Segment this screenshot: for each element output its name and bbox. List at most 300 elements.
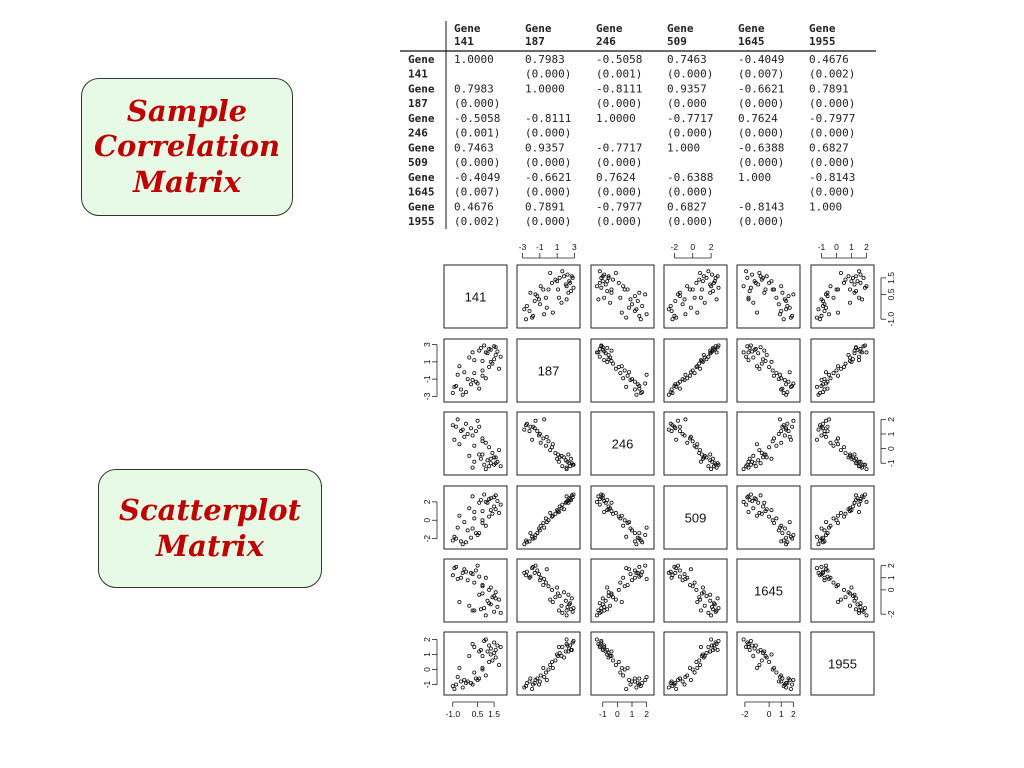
correlation-value: -0.8143 — [738, 200, 785, 214]
scatter-point — [561, 645, 564, 648]
p-value: (0.000) — [525, 67, 572, 81]
scatter-point — [788, 521, 791, 524]
scatter-point — [468, 356, 471, 359]
scatter-point — [614, 271, 617, 274]
scatter-point — [768, 515, 771, 518]
scatter-point — [780, 309, 783, 312]
scatter-point — [770, 509, 773, 512]
scatter-point — [752, 654, 755, 657]
p-value: (0.002) — [454, 215, 501, 228]
scatter-point — [458, 365, 461, 368]
scatter-point — [638, 677, 641, 680]
scatter-point — [529, 532, 532, 535]
scatter-point — [763, 501, 766, 504]
scatter-point — [458, 666, 461, 669]
scatter-point — [742, 468, 745, 471]
scatter-point — [623, 668, 626, 671]
scatter-point — [778, 418, 781, 421]
scatter-point — [786, 304, 789, 307]
scatter-point — [455, 683, 458, 686]
correlation-value: 0.4676 — [454, 200, 494, 214]
correlation-value: -0.5058 — [596, 53, 643, 66]
scatter-point — [696, 600, 699, 603]
scatter-point — [701, 280, 704, 283]
scatter-point — [839, 511, 842, 514]
scatter-point — [459, 388, 462, 391]
scatter-point — [678, 387, 681, 390]
p-value: (0.000) — [596, 185, 643, 199]
tick-label: 0.5 — [886, 288, 896, 301]
scatter-point — [780, 285, 783, 288]
scatter-point — [610, 288, 613, 291]
scatter-point — [775, 296, 778, 299]
scatter-point — [763, 349, 766, 352]
tick-label: 1.5 — [488, 709, 501, 719]
scatter-point — [710, 638, 713, 641]
correlation-value: -0.8111 — [596, 82, 643, 96]
scatter-point — [678, 430, 681, 433]
scatter-point — [542, 666, 545, 669]
scatter-point — [562, 275, 565, 278]
p-value: (0.000) — [809, 185, 856, 199]
scatter-point — [567, 593, 570, 596]
callout-line: Sample — [126, 93, 248, 128]
scatter-point — [792, 419, 795, 422]
scatter-point — [671, 318, 674, 321]
tick-label: 1.5 — [886, 271, 896, 284]
scatter-point — [641, 570, 644, 573]
scatter-point — [478, 575, 481, 578]
scatter-point — [600, 286, 603, 289]
scatter-point — [865, 614, 868, 617]
scatter-point — [606, 586, 609, 589]
scatter-point — [598, 281, 601, 284]
correlation-value: -0.6388 — [667, 171, 714, 184]
scatter-point — [644, 382, 647, 385]
scatter-point — [491, 659, 494, 662]
scatter-point — [488, 365, 491, 368]
scatter-point — [759, 346, 762, 349]
scatter-point — [707, 355, 710, 358]
tick-label: -1 — [817, 242, 826, 252]
scatter-point — [824, 371, 827, 374]
scatter-point — [823, 529, 826, 532]
scatter-point — [844, 278, 847, 281]
scatter-point — [707, 465, 710, 468]
scatter-point — [742, 638, 745, 641]
scatter-point — [854, 275, 857, 278]
correlation-value: -0.6388 — [738, 141, 785, 155]
scatter-point — [835, 369, 838, 372]
scatter-point — [686, 377, 689, 380]
scatter-point — [557, 460, 560, 463]
p-value: (0.001) — [454, 126, 501, 140]
scatter-point — [614, 367, 617, 370]
scatter-point — [471, 495, 474, 498]
scatter-point — [471, 378, 474, 381]
scatter-point — [832, 444, 835, 447]
panel-frame — [444, 412, 507, 475]
scatter-point — [820, 314, 823, 317]
correlation-value: 1.000 — [809, 200, 843, 214]
scatter-point — [468, 454, 471, 457]
scatter-point — [538, 303, 541, 306]
scatter-point — [484, 468, 487, 471]
scatter-point — [473, 517, 476, 520]
scatter-point — [549, 598, 552, 601]
scatter-point — [458, 443, 461, 446]
scatter-point — [775, 517, 778, 520]
scatter-point — [786, 422, 789, 425]
correlation-value: 1.000 — [738, 171, 772, 184]
scatter-point — [604, 283, 607, 286]
scatter-point — [749, 286, 752, 289]
scatter-point — [745, 355, 748, 358]
scatter-point — [824, 521, 827, 524]
scatter-point — [693, 296, 696, 299]
scatter-point — [567, 453, 570, 456]
p-value: (0.000) — [667, 215, 714, 228]
scatter-point — [528, 309, 531, 312]
scatter-point — [847, 275, 850, 278]
scatter-point — [761, 505, 764, 508]
scatter-point — [456, 418, 459, 421]
scatter-point — [463, 521, 466, 524]
scatter-point — [844, 512, 847, 515]
scatter-point — [842, 446, 845, 449]
scatter-point — [836, 365, 839, 368]
scatter-point — [752, 507, 755, 510]
scatter-point — [746, 276, 749, 279]
scatter-point — [778, 373, 781, 376]
diagonal-variable-label: 141 — [464, 289, 487, 305]
scatter-point — [478, 501, 481, 504]
correlation-value: 0.7624 — [596, 171, 636, 184]
scatter-point — [603, 510, 606, 513]
scatter-point — [765, 353, 768, 356]
tick-label: 2 — [886, 417, 896, 422]
panel-frame — [591, 339, 654, 402]
scatter-point — [857, 270, 860, 273]
scatter-point — [609, 604, 612, 607]
scatter-point — [693, 581, 696, 584]
tick-label: 2 — [422, 499, 432, 505]
p-value: (0.000) — [738, 215, 785, 228]
scatter-point — [683, 573, 686, 576]
p-value: (0.007) — [738, 67, 785, 81]
tick-label: -2 — [422, 534, 432, 543]
scatter-point — [759, 494, 762, 497]
tick-label: -2 — [886, 610, 896, 618]
row-header-word: Gene — [408, 141, 435, 155]
row-header-gene: 1955 — [408, 215, 435, 228]
scatter-point — [792, 678, 795, 681]
scatter-point — [836, 311, 839, 314]
scatter-point — [710, 468, 713, 471]
p-value: (0.000) — [525, 215, 572, 228]
scatter-point — [678, 569, 681, 572]
scatter-point — [827, 418, 830, 421]
scatter-point — [778, 313, 781, 316]
scatter-point — [499, 611, 502, 614]
scatter-point — [536, 569, 539, 572]
panel-frame — [737, 265, 800, 328]
scatter-point — [496, 350, 499, 353]
scatter-point — [561, 465, 564, 468]
scatter-point — [686, 285, 689, 288]
scatter-point — [644, 533, 647, 536]
scatter-point — [865, 351, 868, 354]
callout-line: Correlation — [93, 129, 281, 164]
panel-frame — [444, 339, 507, 402]
p-value: (0.007) — [454, 185, 501, 199]
correlation-value: 0.6827 — [667, 200, 707, 214]
p-value: (0.002) — [809, 67, 856, 81]
scatter-point — [829, 377, 832, 380]
scatter-point — [787, 380, 790, 383]
scatter-point — [538, 680, 541, 683]
scatter-point — [491, 451, 494, 454]
scatter-point — [775, 372, 778, 375]
p-value: (0.000) — [809, 126, 856, 140]
scatter-point — [742, 351, 745, 354]
scatter-point — [489, 457, 492, 460]
scatter-point — [466, 432, 469, 435]
scatter-point — [821, 391, 824, 394]
scatter-point — [488, 446, 491, 449]
scatter-point — [862, 276, 865, 279]
scatter-point — [494, 648, 497, 651]
scatter-point — [565, 495, 568, 498]
p-value: (0.000 — [667, 97, 707, 110]
scatter-point — [832, 581, 835, 584]
scatter-point — [595, 614, 598, 617]
scatter-point — [683, 298, 686, 301]
scatter-point — [707, 270, 710, 273]
tick-label: 3 — [572, 242, 577, 252]
scatter-point — [815, 438, 818, 441]
scatter-point — [572, 286, 575, 289]
scatter-point — [471, 466, 474, 469]
scatter-point — [700, 288, 703, 291]
scatter-point — [863, 607, 866, 610]
scatter-point — [489, 653, 492, 656]
scatter-point — [620, 600, 623, 603]
scatter-point — [820, 527, 823, 530]
tick-label: 1 — [886, 575, 896, 581]
scatter-point — [494, 591, 497, 594]
scatter-point — [691, 585, 694, 588]
scatter-point — [859, 602, 862, 605]
scatter-point — [484, 614, 487, 617]
scatter-point — [781, 532, 784, 535]
scatter-point — [815, 316, 818, 319]
scatter-point — [496, 499, 499, 502]
scatter-point — [758, 663, 761, 666]
scatter-point — [715, 351, 718, 354]
tick-label: -2 — [670, 242, 679, 252]
p-value: (0.000) — [738, 126, 785, 140]
scatter-point — [471, 527, 474, 530]
scatter-point — [604, 599, 607, 602]
scatter-point — [645, 526, 648, 529]
scatter-point — [543, 313, 546, 316]
tick-label: -1 — [422, 680, 432, 689]
scatter-point — [466, 378, 469, 381]
diagonal-variable-label: 246 — [611, 436, 634, 452]
row-header-gene: 141 — [408, 67, 428, 81]
p-value: (0.000) — [809, 156, 856, 169]
scatter-point — [787, 532, 790, 535]
scatter-point — [716, 648, 719, 651]
correlation-value: 0.7624 — [738, 112, 778, 125]
tick-label: 3 — [422, 342, 432, 347]
scatter-point — [689, 678, 692, 681]
scatter-point — [549, 663, 552, 666]
scatter-point — [547, 440, 550, 443]
scatter-point — [695, 281, 698, 284]
scatter-point — [691, 440, 694, 443]
scatter-point — [791, 683, 794, 686]
scatter-point — [821, 422, 824, 425]
scatter-point — [598, 602, 601, 605]
scatter-point — [459, 680, 462, 683]
scatter-point — [865, 468, 868, 471]
scatter-point — [473, 359, 476, 362]
panel-frame — [444, 632, 507, 695]
scatter-point — [499, 355, 502, 358]
scatter-point — [497, 367, 500, 370]
correlation-value: 0.7891 — [809, 82, 849, 96]
p-value: (0.000) — [596, 156, 643, 169]
tick-label: 0 — [422, 517, 432, 523]
scatter-point — [770, 653, 773, 656]
column-header-gene: 141 — [454, 35, 474, 48]
scatter-point — [698, 659, 701, 662]
scatter-point — [638, 291, 641, 294]
scatter-point — [603, 296, 606, 299]
scatter-point — [547, 288, 550, 291]
row-header-word: Gene — [408, 53, 435, 66]
scatter-point — [865, 500, 868, 503]
scatter-point — [710, 614, 713, 617]
correlation-value: 0.9357 — [667, 82, 707, 96]
scatter-point — [565, 609, 568, 612]
scatter-point — [601, 597, 604, 600]
scatter-point — [473, 581, 476, 584]
scatter-point — [698, 278, 701, 281]
scatter-point — [707, 645, 710, 648]
tick-label: 2 — [790, 709, 796, 719]
panel-frame — [517, 632, 580, 695]
scatter-point — [625, 316, 628, 319]
tick-label: 2 — [708, 242, 714, 252]
scatter-point — [751, 644, 754, 647]
p-value: (0.000) — [454, 97, 501, 110]
scatter-point — [863, 493, 866, 496]
scatter-point — [529, 677, 532, 680]
scatter-point — [717, 286, 720, 289]
scatter-point — [547, 668, 550, 671]
scatter-point — [545, 435, 548, 438]
scatter-point — [493, 610, 496, 613]
scatter-point — [542, 437, 545, 440]
scatter-point — [645, 577, 648, 580]
scatter-point — [695, 588, 698, 591]
scatter-point — [478, 387, 481, 390]
scatter-point — [551, 666, 554, 669]
scatter-point — [770, 457, 773, 460]
scatter-point — [488, 644, 491, 647]
scatter-point — [696, 666, 699, 669]
tick-label: 0 — [886, 446, 896, 451]
correlation-value: 0.7983 — [454, 82, 494, 96]
scatter-point — [483, 463, 486, 466]
scatter-point — [471, 434, 474, 437]
scatter-point — [757, 501, 760, 504]
scatter-point — [620, 365, 623, 368]
scatter-point — [765, 456, 768, 459]
scatter-point — [566, 605, 569, 608]
scatter-point — [755, 443, 758, 446]
scatter-point — [760, 659, 763, 662]
scatter-point — [633, 380, 636, 383]
scatter-point — [478, 425, 481, 428]
scatter-point — [667, 428, 670, 431]
scatter-point — [484, 377, 487, 380]
scatter-point — [466, 529, 469, 532]
scatter-point — [565, 638, 568, 641]
scatter-point — [455, 425, 458, 428]
scatter-point — [473, 645, 476, 648]
tick-label: 1 — [886, 431, 896, 437]
scatter-point — [703, 301, 706, 304]
scatter-point — [857, 359, 860, 362]
scatter-point — [620, 311, 623, 314]
scatter-point — [638, 532, 641, 535]
scatter-point — [523, 543, 526, 546]
scatter-point — [699, 367, 702, 370]
scatter-point — [771, 519, 774, 522]
scatter-point — [479, 457, 482, 460]
scatter-point — [543, 675, 546, 678]
scatter-point — [633, 576, 636, 579]
diagonal-variable-label: 1645 — [754, 583, 783, 599]
scatter-point — [561, 270, 564, 273]
scatter-point — [481, 359, 484, 362]
scatter-point — [707, 611, 710, 614]
scatter-point — [476, 419, 479, 422]
scatter-point — [468, 507, 471, 510]
scatter-point — [494, 508, 497, 511]
scatter-point — [607, 591, 610, 594]
correlation-value: -0.7717 — [667, 112, 714, 125]
scatter-point — [709, 599, 712, 602]
tick-label: 0 — [690, 242, 696, 252]
scatter-point — [619, 581, 622, 584]
scatter-point — [569, 457, 572, 460]
scatter-point — [716, 597, 719, 600]
correlation-value: -0.6621 — [738, 82, 785, 96]
scatter-point — [689, 306, 692, 309]
scatter-point — [683, 683, 686, 686]
scatter-point — [617, 588, 620, 591]
scatter-point — [641, 681, 644, 684]
scatter-point — [494, 656, 497, 659]
scatter-point — [598, 503, 601, 506]
scatter-point — [815, 535, 818, 538]
scatter-point — [768, 446, 771, 449]
